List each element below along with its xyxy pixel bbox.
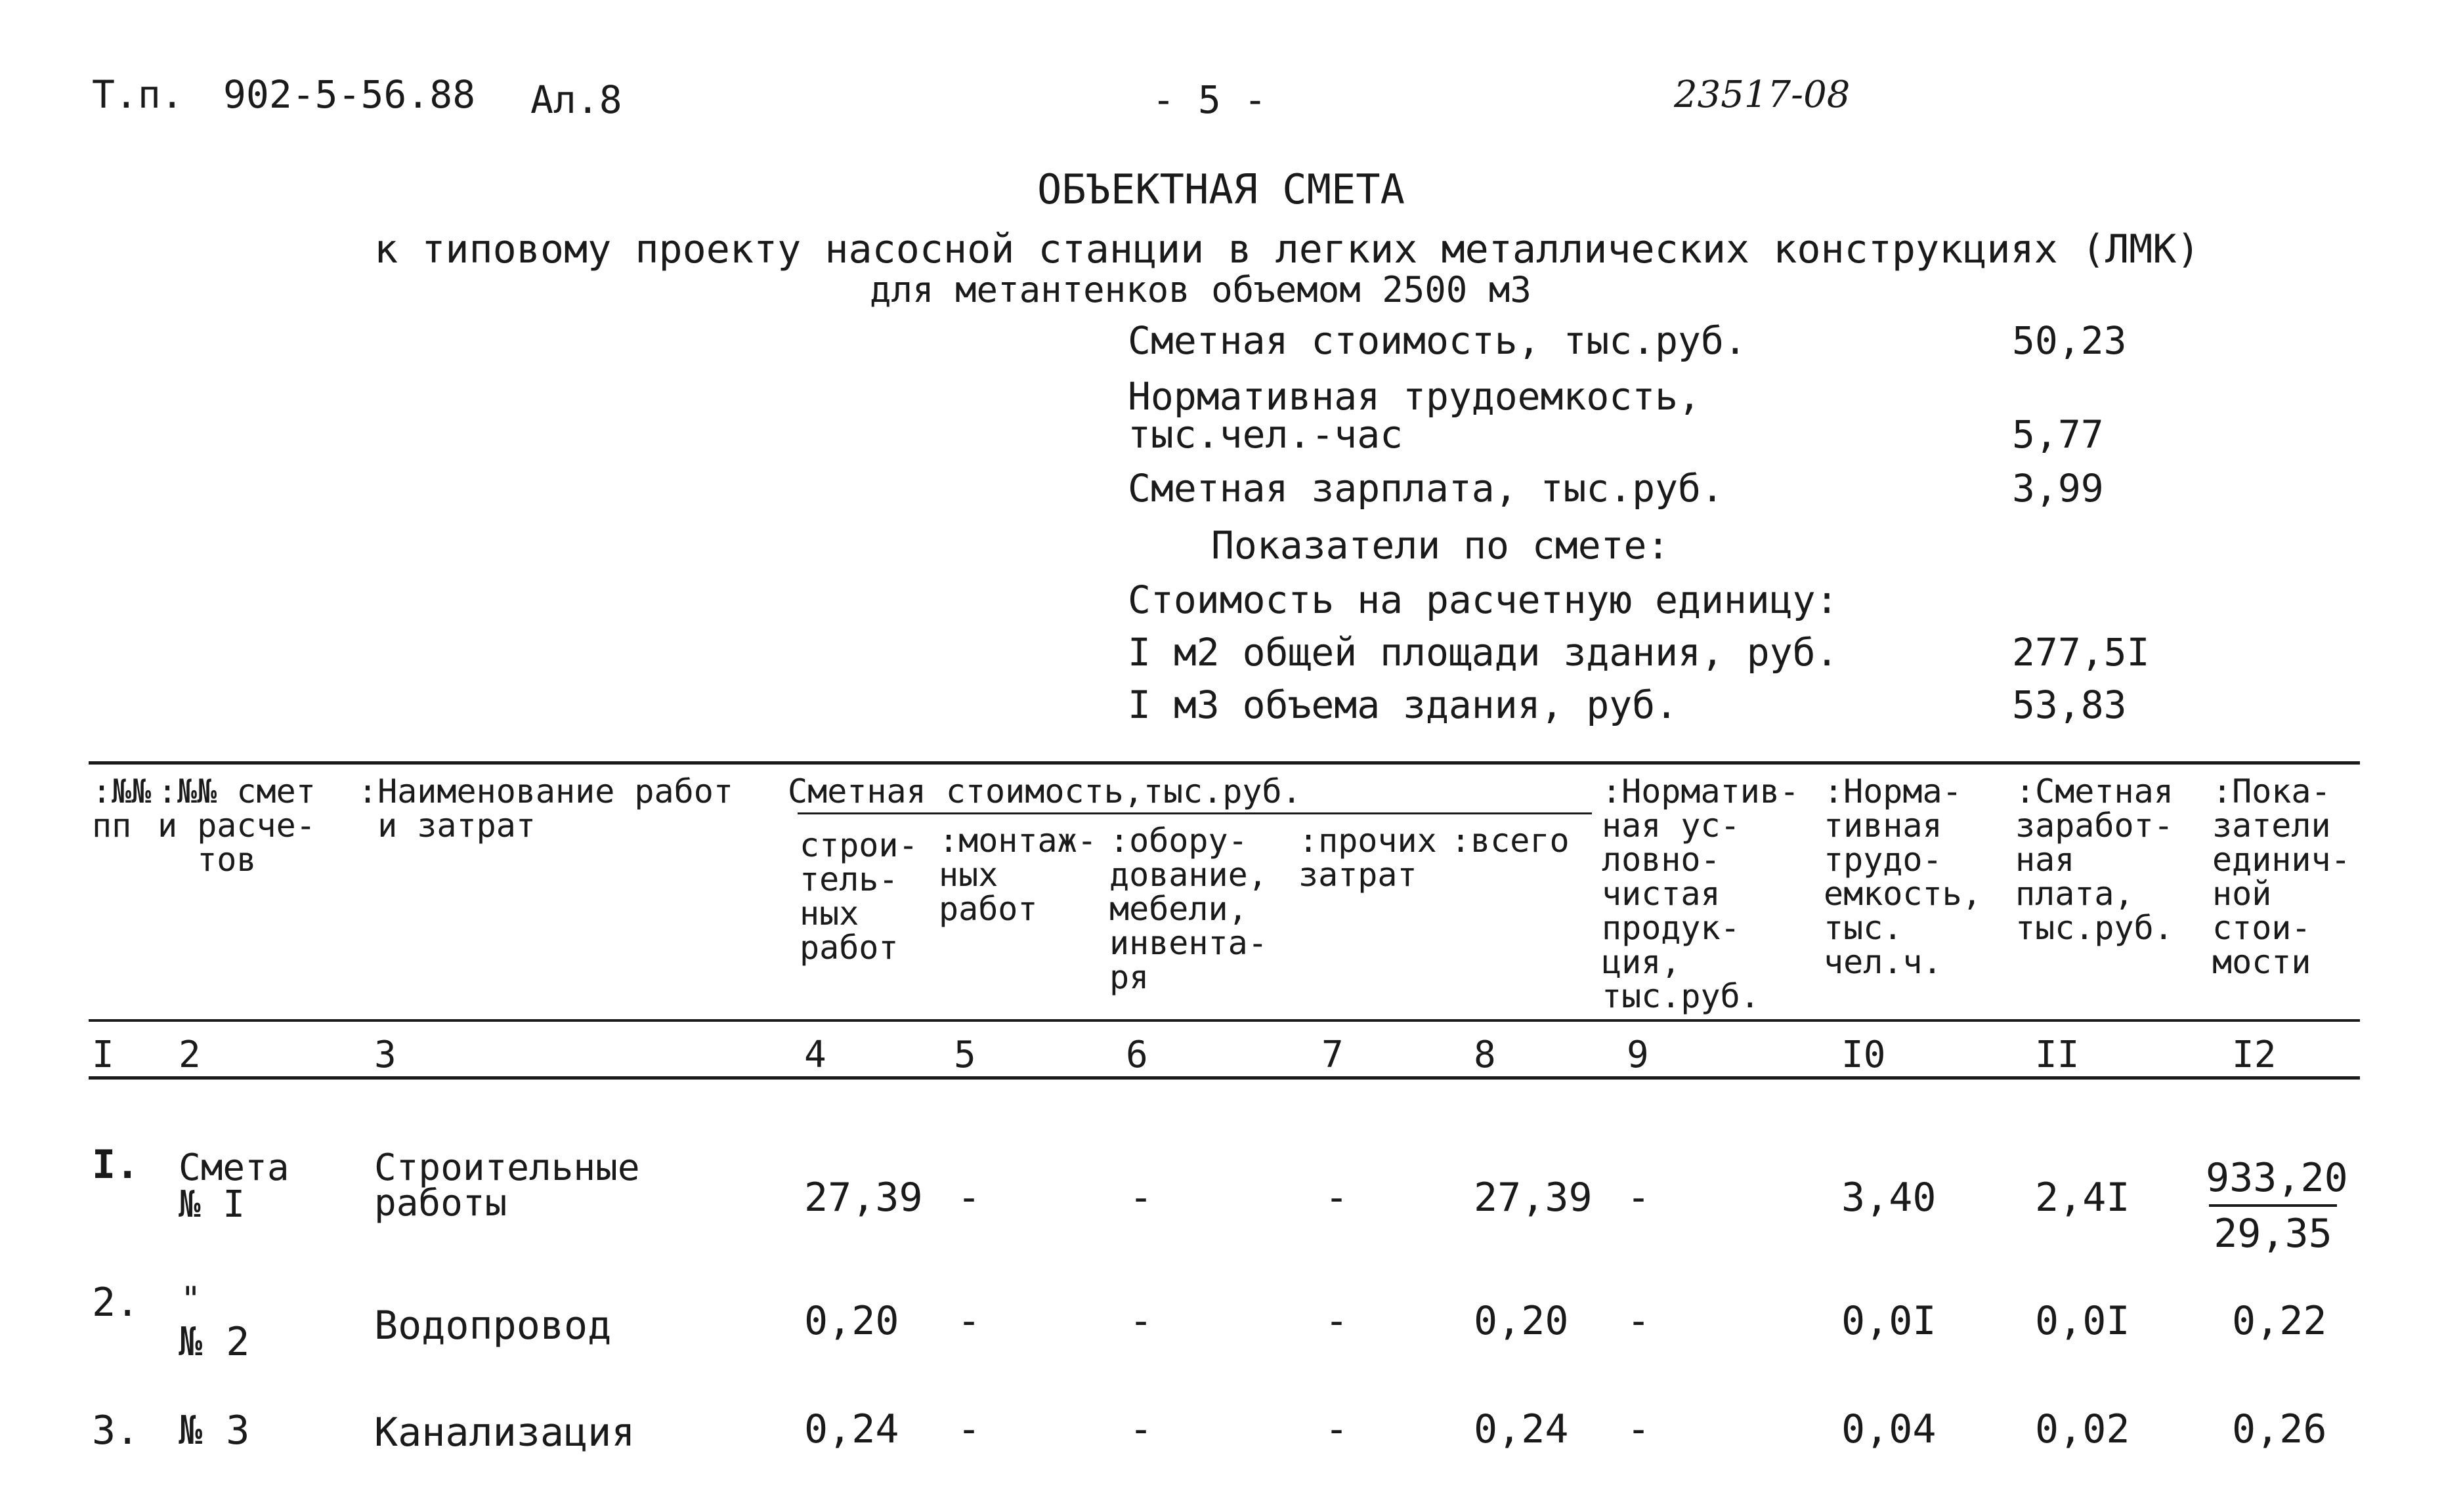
estimate-ref: № 2 bbox=[179, 1319, 250, 1365]
doc-code-number: 902-5-56.88 bbox=[223, 72, 476, 117]
labor-intensity: 0,04 bbox=[1841, 1406, 1937, 1452]
estimate-ref: № 3 bbox=[179, 1408, 250, 1454]
area-value: 277,5I bbox=[2012, 630, 2150, 675]
cost-value: 50,23 bbox=[2012, 318, 2127, 363]
column-number: 3 bbox=[374, 1034, 396, 1076]
cost-group-underline bbox=[798, 812, 1592, 814]
normative-product: - bbox=[1627, 1298, 1651, 1344]
document-title: ОБЪЕКТНАЯ СМЕТА bbox=[1037, 165, 1405, 213]
installation-cost: - bbox=[957, 1175, 981, 1221]
wages: 2,4I bbox=[2035, 1175, 2130, 1221]
column-number: 5 bbox=[954, 1034, 976, 1076]
header-wages: :Сметная заработ- ная плата, тыс.руб. bbox=[2015, 772, 2174, 947]
ditto-mark: " bbox=[181, 1280, 202, 1319]
title-line-2: для метантенков объемом 2500 м3 bbox=[870, 269, 1532, 310]
header-normative-product: :Норматив- ная ус- ловно- чистая продук- ция, тыс.руб. bbox=[1602, 772, 1800, 1015]
other-cost: - bbox=[1325, 1175, 1349, 1221]
column-number: 8 bbox=[1474, 1034, 1496, 1076]
inventory-number: 23517-08 bbox=[1674, 74, 1851, 116]
normative-product: - bbox=[1627, 1175, 1651, 1221]
cost-label: Сметная стоимость, тыс.руб. bbox=[1128, 318, 1747, 363]
installation-cost: - bbox=[957, 1406, 981, 1452]
row-number: 3. bbox=[92, 1408, 140, 1454]
construction-cost: 0,24 bbox=[804, 1406, 899, 1452]
other-cost: - bbox=[1325, 1298, 1349, 1344]
header-unit-indicators: :Пока- затели единич- ной стои- мости bbox=[2212, 772, 2351, 981]
column-number: 4 bbox=[804, 1034, 826, 1076]
column-number: 7 bbox=[1321, 1034, 1344, 1076]
table-top-rule bbox=[89, 761, 2360, 765]
wage-label: Сметная зарплата, тыс.руб. bbox=[1128, 466, 1724, 511]
row-number: 2. bbox=[92, 1280, 140, 1326]
column-number: I bbox=[92, 1034, 114, 1076]
labor-value: 5,77 bbox=[2012, 412, 2104, 457]
column-number: I0 bbox=[1841, 1034, 1886, 1076]
estimate-ref-line-2: № I bbox=[179, 1183, 246, 1226]
other-cost: - bbox=[1325, 1406, 1349, 1452]
header-installation: :монтаж- ных работ bbox=[939, 822, 1097, 928]
header-estimate-ref: :№№ смет и расче- тов bbox=[158, 772, 316, 879]
column-number: II bbox=[2035, 1034, 2080, 1076]
indicators-heading: Показатели по смете: bbox=[1211, 523, 1670, 568]
header-row-number: :№№ пп bbox=[92, 772, 152, 845]
labor-label-1: Нормативная трудоемкость, bbox=[1128, 374, 1701, 419]
unit-indicator-denominator: 29,35 bbox=[2214, 1211, 2332, 1257]
header-total: :всего bbox=[1451, 822, 1570, 860]
wage-value: 3,99 bbox=[2012, 466, 2104, 511]
equipment-cost: - bbox=[1129, 1298, 1153, 1344]
area-label: I м2 общей площади здания, руб. bbox=[1128, 630, 1839, 675]
normative-product: - bbox=[1627, 1406, 1651, 1452]
work-name-line-2: работы bbox=[374, 1182, 507, 1225]
labor-label-2: тыс.чел.-час bbox=[1128, 412, 1403, 457]
fraction-bar bbox=[2209, 1204, 2337, 1207]
installation-cost: - bbox=[957, 1298, 981, 1344]
wages: 0,02 bbox=[2035, 1406, 2130, 1452]
total-cost: 27,39 bbox=[1474, 1175, 1593, 1221]
labor-intensity: 0,0I bbox=[1841, 1298, 1937, 1344]
header-bottom-rule bbox=[89, 1019, 2360, 1022]
total-cost: 0,24 bbox=[1474, 1406, 1569, 1452]
unit-indicator: 0,26 bbox=[2232, 1406, 2327, 1452]
volume-value: 53,83 bbox=[2012, 682, 2127, 727]
unit-indicator-numerator: 933,20 bbox=[2206, 1155, 2348, 1201]
column-number: 6 bbox=[1126, 1034, 1148, 1076]
wages: 0,0I bbox=[2035, 1298, 2130, 1344]
total-cost: 0,20 bbox=[1474, 1298, 1569, 1344]
estimate-ref-line-1: Смета bbox=[179, 1146, 289, 1189]
header-work-name: :Наименование работ и затрат bbox=[358, 772, 733, 845]
equipment-cost: - bbox=[1129, 1175, 1153, 1221]
equipment-cost: - bbox=[1129, 1406, 1153, 1452]
work-name: Канализация bbox=[374, 1410, 635, 1456]
doc-code-label: Т.п. bbox=[92, 72, 184, 117]
header-other-costs: :прочих затрат bbox=[1298, 822, 1437, 894]
construction-cost: 0,20 bbox=[804, 1298, 899, 1344]
album-label: Ал.8 bbox=[530, 77, 622, 122]
header-construction: строи- тель- ных работ bbox=[800, 826, 918, 967]
row-number: I. bbox=[92, 1142, 140, 1188]
column-numbers-rule bbox=[89, 1076, 2360, 1080]
column-number: 2 bbox=[179, 1034, 201, 1076]
column-number: 9 bbox=[1627, 1034, 1649, 1076]
work-name: Водопровод bbox=[374, 1303, 612, 1349]
volume-label: I м3 объема здания, руб. bbox=[1128, 682, 1679, 727]
page-number: - 5 - bbox=[1152, 77, 1267, 122]
labor-intensity: 3,40 bbox=[1841, 1175, 1937, 1221]
work-name-line-1: Строительные bbox=[374, 1146, 640, 1189]
unit-cost-heading: Стоимость на расчетную единицу: bbox=[1128, 578, 1839, 622]
unit-indicator: 0,22 bbox=[2232, 1298, 2327, 1344]
header-labor-intensity: :Норма- тивная трудо- емкость, тыс. чел.ч. bbox=[1824, 772, 1982, 981]
column-number: I2 bbox=[2232, 1034, 2277, 1076]
header-equipment: :обору- дование, мебели, инвента- ря bbox=[1109, 822, 1268, 996]
construction-cost: 27,39 bbox=[804, 1175, 923, 1221]
title-line-1: к типовому проекту насосной станции в легких металлических конструкциях (ЛМК) bbox=[374, 226, 2200, 272]
header-cost-group: Сметная стоимость,тыс.руб. bbox=[788, 772, 1302, 810]
